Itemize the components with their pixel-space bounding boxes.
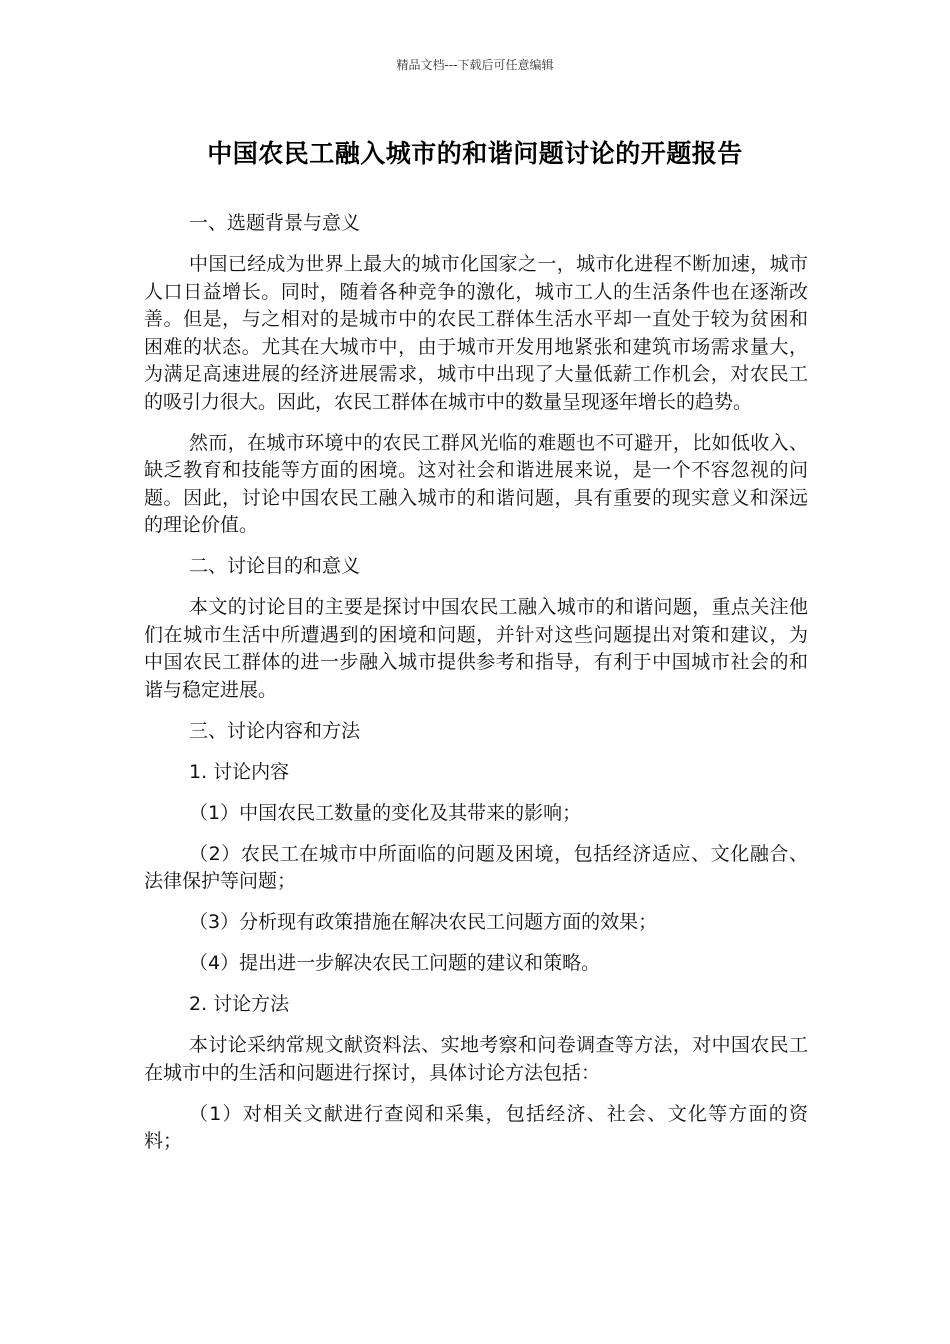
section-heading-content-method: 三、讨论内容和方法: [189, 719, 361, 742]
paragraph-purpose: 本文的讨论目的主要是探讨中国农民工融入城市的和谐问题，重点关注他们在城市生活中所遭遇到的困境和问题，并针对这些问题提出对策和建议，为中国农民工群体的进一步融入城市提供参考和指导，有利于中国城市社会的和谐与稳定进展。: [144, 596, 808, 701]
content-item: （1）中国农民工数量的变化及其带来的影响；: [189, 801, 582, 824]
paragraph-methods: 本讨论采纳常规文献资料法、实地考察和问卷调查等方法，对中国农民工在城市中的生活和问题进行探讨，具体讨论方法包括：: [144, 1034, 808, 1084]
subheading-method: 2. 讨论方法: [189, 993, 290, 1015]
document-body: [144, 210, 808, 1169]
content-item: （3）分析现有政策措施在解决农民工问题方面的效果；: [189, 911, 658, 933]
content-item: （2）农民工在城市中所面临的问题及困境，包括经济适应、文化融合、法律保护等问题；: [144, 842, 808, 892]
document-title: 中国农民工融入城市的和谐问题讨论的开题报告: [207, 139, 743, 168]
paragraph-background-2: 然而，在城市环境中的农民工群风光临的难题也不可避开，比如低收入、缺乏教育和技能等方面的困境。这对社会和谐进展来说，是一个不容忽视的问题。因此，讨论中国农民工融入城市的和谐问题，具有重要的现实意义和深远的理论价值。: [144, 431, 808, 536]
section-heading-purpose: 二、讨论目的和意义: [189, 555, 361, 577]
content-item: （4）提出进一步解决农民工问题的建议和策略。: [189, 952, 601, 974]
subheading-content: 1. 讨论内容: [189, 760, 290, 783]
method-item: （1）对相关文献进行查阅和采集，包括经济、社会、文化等方面的资料；: [144, 1102, 808, 1152]
header-note: 精品文档---下载后可任意编辑: [396, 58, 554, 72]
section-heading-background: 一、选题背景与意义: [189, 212, 361, 234]
paragraph-background-1: 中国已经成为世界上最大的城市化国家之一，城市化进程不断加速，城市人口日益增长。同时，随着各种竞争的激化，城市工人的生活条件也在逐渐改善。但是，与之相对的是城市中的农民工群体生活水平却一直处于较为贫困和困难的状态。尤其在大城市中，由于城市开发用地紧张和建筑市场需求量大，为满足高速进展的经济进展需求，城市中出现了大量低薪工作机会，对农民工的吸引力很大。因此，农民工群体在城市中的数量呈现逐年增长的趋势。: [144, 253, 808, 413]
